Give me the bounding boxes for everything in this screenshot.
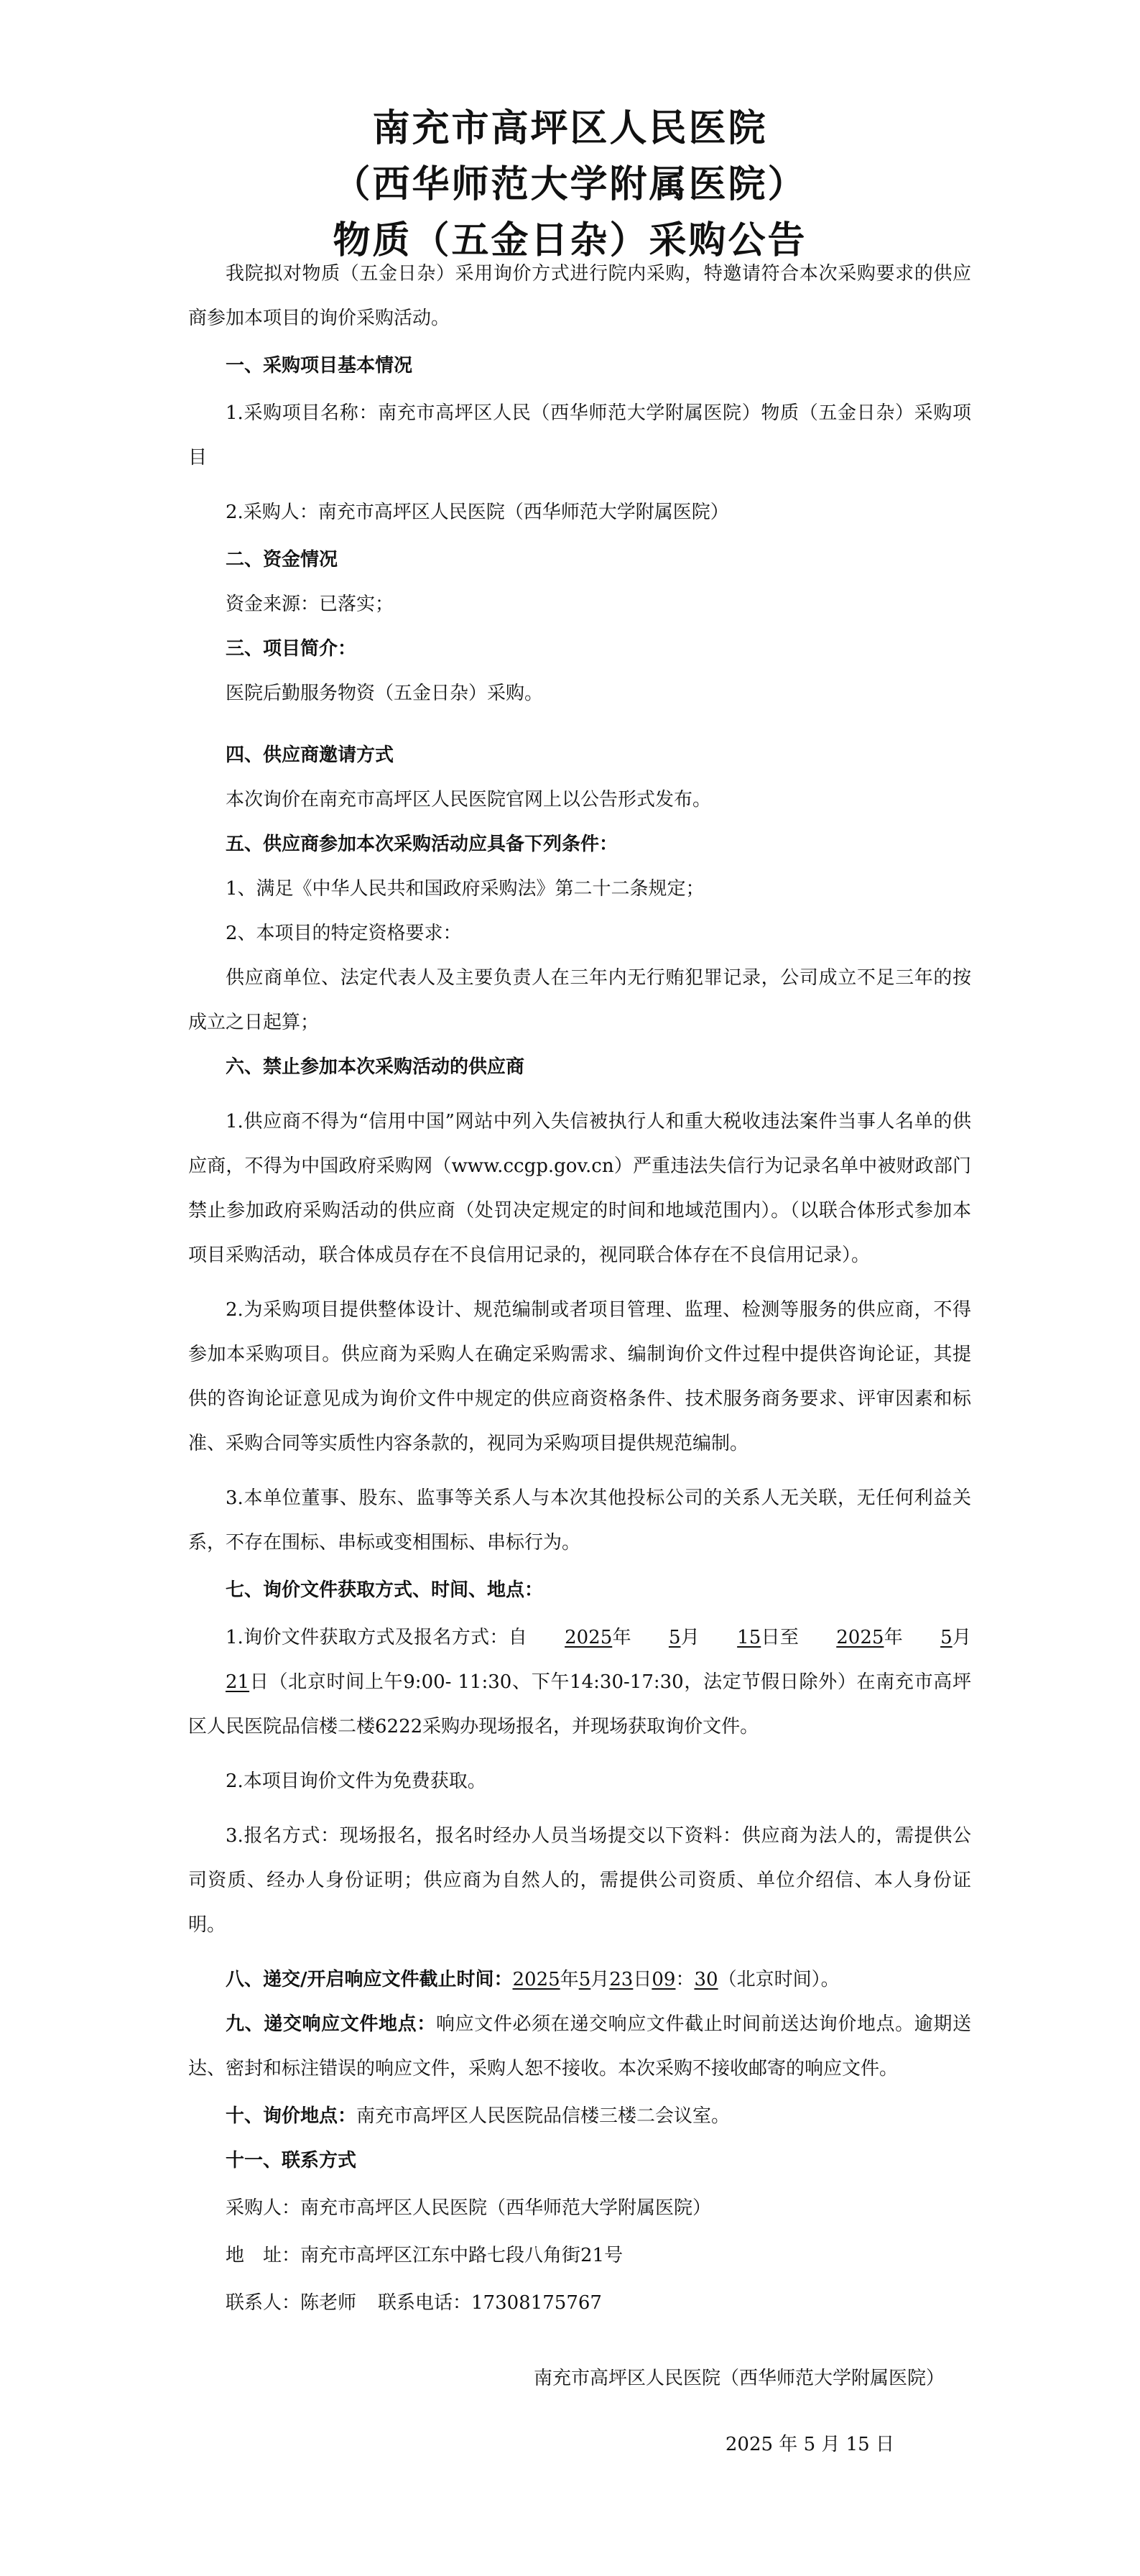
- start-month: 5: [668, 1627, 681, 1648]
- deadline-month: 5: [578, 1969, 591, 1990]
- deadline-day-char: 日: [633, 1969, 652, 1990]
- section-8-line: [188, 1957, 971, 2002]
- section-2-text: 资金来源：已落实；: [226, 594, 394, 615]
- deadline-day: 23: [609, 1969, 634, 1990]
- section-6-heading: 六、禁止参加本次采购活动的供应商: [226, 1056, 525, 1078]
- section-1-heading: 一、采购项目基本情况: [226, 355, 413, 377]
- deadline-colon: ：: [675, 1969, 695, 1990]
- contact-address: 地 址：南充市高坪区江东中路七段八角街21号: [226, 2245, 624, 2266]
- title-line-2: （西华师范大学附属医院）: [333, 162, 807, 206]
- title-line-3: 物质（五金日杂）采购公告: [333, 218, 807, 262]
- start-year-char: 年: [612, 1627, 631, 1648]
- contact-phone: 联系电话：17308175767: [378, 2292, 602, 2314]
- section-5-heading: 五、供应商参加本次采购活动应具备下列条件：: [226, 834, 618, 855]
- contact-person: 联系人：陈老师: [226, 2292, 357, 2314]
- section-5-item-2-text: 供应商单位、法定代表人及主要负责人在三年内无行贿犯罪记录，公司成立不足三年的按成立之日起算；: [188, 967, 971, 1033]
- section-2-heading: 二、资金情况: [226, 549, 338, 571]
- section-7-item-3: 3.报名方式：现场报名，报名时经办人员当场提交以下资料：供应商为法人的，需提供公司资质、经办人身份证明；供应商为自然人的，需提供公司资质、单位介绍信、本人身份证明。: [188, 1825, 971, 1936]
- deadline-tail: （北京时间）。: [718, 1969, 840, 1990]
- section-6-item-3: 3.本单位董事、股东、监事等关系人与本次其他投标公司的关系人无关联，无任何利益关系，不存在围标、串标或变相围标、串标行为。: [188, 1487, 971, 1554]
- document-title: [0, 101, 1140, 269]
- section-10-heading: 十、询价地点：: [226, 2105, 357, 2127]
- start-month-char: 月: [680, 1627, 700, 1648]
- section-3-text: 医院后勤服务物资（五金日杂）采购。: [226, 683, 544, 704]
- section-6-item-2: 2.为采购项目提供整体设计、规范编制或者项目管理、监理、检测等服务的供应商，不得参加本采购项目。供应商为采购人在确定采购需求、编制询价文件过程中提供咨询论证，其提供的咨询论证意见成为询价文件中规定的供应商资格条件、技术服务商务要求、评审因素和标准、采购合同等实质性内容条款的，视同为采购项目提供规范编制。: [188, 1299, 971, 1454]
- section-9-line: [188, 2002, 971, 2091]
- section-5-item-1: 1、满足《中华人民共和国政府采购法》第二十二条规定；: [226, 878, 705, 900]
- section-5-item-2: 2、本项目的特定资格要求：: [226, 923, 462, 944]
- section-8-heading: 八、递交/开启响应文件截止时间：: [226, 1969, 513, 1990]
- section-10-line: [188, 2094, 971, 2138]
- section-10-text: 南充市高坪区人民医院品信楼三楼二会议室。: [356, 2105, 731, 2127]
- start-year: 2025: [565, 1627, 613, 1648]
- section-4-text: 本次询价在南充市高坪区人民医院官网上以公告形式发布。: [226, 789, 712, 811]
- deadline-hour: 09: [652, 1969, 676, 1990]
- end-year-char: 年: [884, 1627, 904, 1648]
- section-9-heading: 九、递交响应文件地点：: [226, 2013, 436, 2035]
- section-7-item-1-lead: 1.询价文件获取方式及报名方式：自: [226, 1627, 528, 1648]
- deadline-year-char: 年: [560, 1969, 579, 1990]
- section-1-item-1: 1.采购项目名称：南充市高坪区人民（西华师范大学附属医院）物质（五金日杂）采购项目: [188, 402, 971, 468]
- end-month: 5: [940, 1627, 953, 1648]
- deadline-year: 2025: [512, 1969, 560, 1990]
- section-7-item-1: [188, 1615, 971, 1749]
- deadline-minute: 30: [694, 1969, 718, 1990]
- section-7-item-2: 2.本项目询价文件为免费获取。: [226, 1771, 486, 1792]
- contact-person-line: [188, 2281, 971, 2325]
- section-6-item-1: 1.供应商不得为“信用中国”网站中列入失信被执行人和重大税收违法案件当事人名单的供应商，不得为中国政府采购网（www.ccgp.gov.cn）严重违法失信行为记录名单中被财政部门禁止参加政府采购活动的供应商（处罚决定规定的时间和地域范围内）。（以联合体形式参加本项目采购活动，联合体成员存在不良信用记录的，视同联合体存在不良信用记录）。: [188, 1111, 971, 1266]
- section-4-heading: 四、供应商邀请方式: [226, 744, 394, 766]
- section-1-item-2: 2.采购人：南充市高坪区人民医院（西华师范大学附属医院）: [226, 502, 729, 523]
- document-body: [188, 251, 971, 2325]
- end-month-char: 月: [952, 1627, 971, 1648]
- intro-paragraph: 我院拟对物质（五金日杂）采用询价方式进行院内采购，特邀请符合本次采购要求的供应商参加本项目的询价采购活动。: [188, 263, 971, 329]
- section-11-heading: 十一、联系方式: [226, 2150, 357, 2171]
- start-day: 15: [737, 1627, 761, 1648]
- title-line-1: 南充市高坪区人民医院: [372, 106, 768, 150]
- section-3-heading: 三、项目简介：: [226, 638, 357, 660]
- deadline-month-char: 月: [590, 1969, 610, 1990]
- end-day: 21: [226, 1671, 250, 1693]
- signature-date: 2025 年 5 月 15 日: [725, 2434, 894, 2455]
- section-7-heading: 七、询价文件获取方式、时间、地点：: [226, 1579, 544, 1601]
- date-range-to: 日至: [761, 1627, 800, 1648]
- section-9-text: 响应文件必须在递交响应文件截止时间前送达询价地点。逾期送达、密封和标注错误的响应文件，采购人恕不接收。本次采购不接收邮寄的响应文件。: [188, 2013, 971, 2079]
- section-7-item-1-tail: 日（北京时间上午9:00- 11:30、下午14:30-17:30，法定节假日除外）在南充市高坪区人民医院品信楼二楼6222采购办现场报名，并现场获取询价文件。: [188, 1671, 971, 1737]
- end-year: 2025: [836, 1627, 884, 1648]
- signature-org: 南充市高坪区人民医院（西华师范大学附属医院）: [533, 2368, 945, 2389]
- contact-buyer: 采购人：南充市高坪区人民医院（西华师范大学附属医院）: [226, 2197, 712, 2219]
